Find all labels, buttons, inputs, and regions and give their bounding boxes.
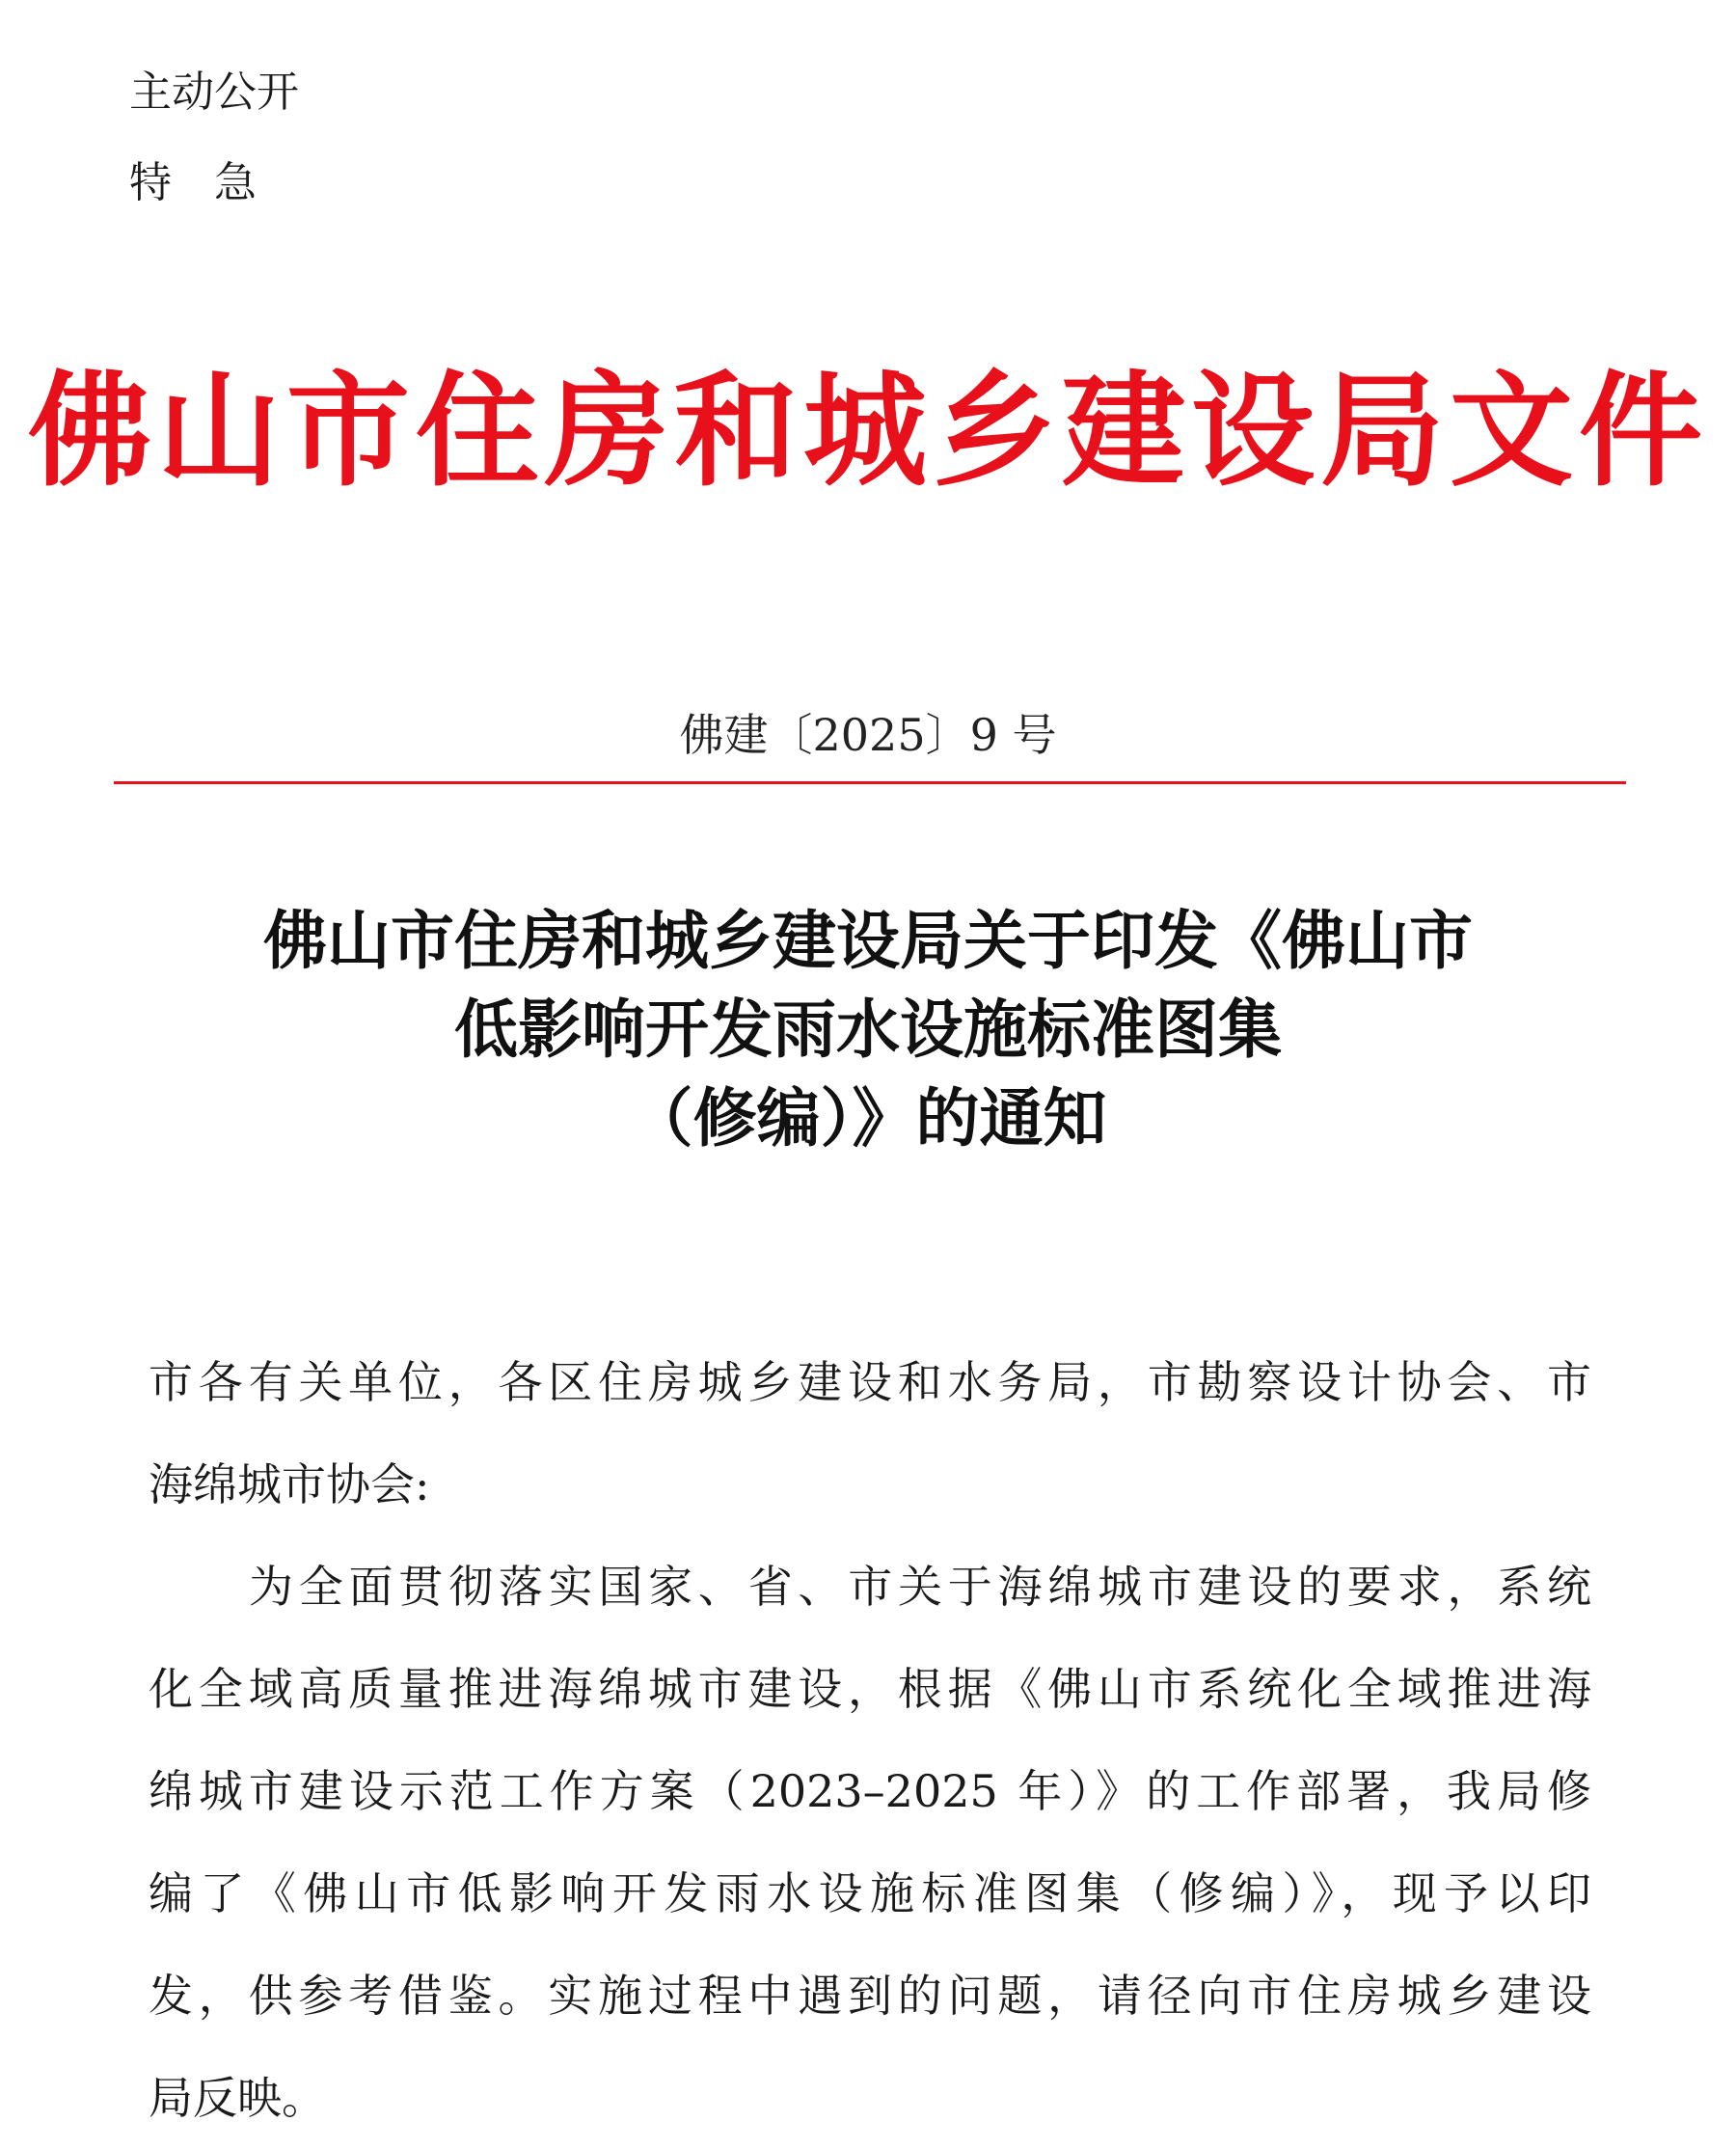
urgency-label	[129, 156, 257, 210]
body-line: 绵城市建设示范工作方案（2023–2025 年）》的工作部署，我局修	[149, 1765, 1591, 1817]
document-body	[149, 1331, 1591, 2149]
body-line: 局反映。	[149, 2072, 326, 2124]
title-line: 低影响开发雨水设施标准图集	[454, 993, 1282, 1067]
title-line: 佛山市住房和城乡建设局关于印发《佛山市	[263, 904, 1473, 978]
body-line: 化全域高质量推进海绵城市建设，根据《佛山市系统化全域推进海	[149, 1663, 1591, 1715]
body-line: 为全面贯彻落实国家、省、市关于海绵城市建设的要求，系统	[249, 1561, 1591, 1613]
agency-banner: 佛山市住房和城乡建设局文件	[27, 359, 1708, 503]
addressee-line: 市各有关单位，各区住房城乡建设和水务局，市勘察设计协会、市	[149, 1356, 1591, 1408]
document-title	[0, 897, 1736, 1163]
body-line: 编了《佛山市低影响开发雨水设施标准图集（修编）》，现予以印	[149, 1867, 1591, 1919]
body-line: 发，供参考借鉴。实施过程中遇到的问题，请径向市住房城乡建设	[149, 1970, 1591, 2022]
urgency-char-2: 急	[214, 158, 257, 207]
urgency-char-1: 特	[129, 158, 172, 207]
document-number: 佛建〔2025〕9 号	[679, 709, 1057, 761]
disclosure-label: 主动公开	[129, 68, 299, 117]
title-line: （修编）》的通知	[629, 1081, 1107, 1156]
red-divider-rule	[114, 781, 1626, 784]
addressee-line: 海绵城市协会:	[149, 1458, 430, 1510]
